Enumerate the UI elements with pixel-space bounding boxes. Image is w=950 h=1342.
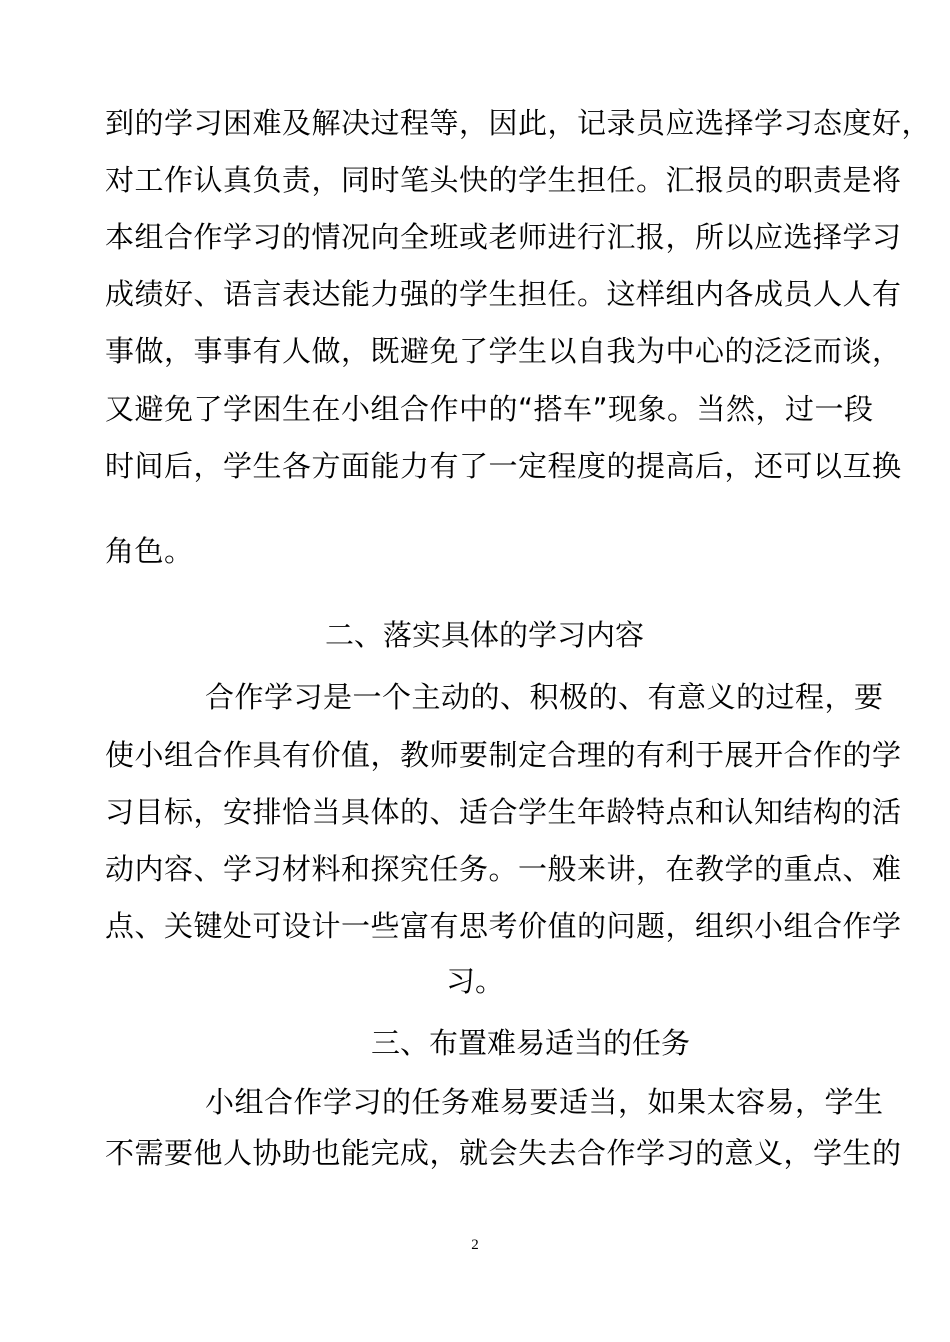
paragraph-line: 角色。: [105, 534, 194, 568]
paragraph-line: 动内容、学习材料和探究任务。一般来讲，在教学的重点、难: [105, 852, 902, 886]
paragraph-line: 对工作认真负责，同时笔头快的学生担任。汇报员的职责是将: [105, 163, 902, 197]
paragraph-line: 到的学习困难及解决过程等，因此，记录员应选择学习态度好，: [105, 106, 932, 140]
paragraph-line: 小组合作学习的任务难易要适当，如果太容易，学生: [205, 1085, 884, 1119]
page-number: 2: [471, 1237, 479, 1253]
paragraph-line: 时间后，学生各方面能力有了一定程度的提高后，还可以互换: [105, 449, 902, 483]
section-heading-3: 三、布置难易适当的任务: [371, 1026, 691, 1060]
paragraph-line: 成绩好、语言表达能力强的学生担任。这样组内各成员人人有: [105, 277, 902, 311]
paragraph-line: 使小组合作具有价值，教师要制定合理的有利于展开合作的学: [105, 738, 902, 772]
paragraph-line: 事做，事事有人做，既避免了学生以自我为中心的泛泛而谈，: [105, 334, 902, 368]
paragraph-line: 点、关键处可设计一些富有思考价值的问题，组织小组合作学: [105, 909, 902, 943]
paragraph-line: 本组合作学习的情况向全班或老师进行汇报，所以应选择学习: [105, 220, 902, 254]
paragraph-line: 习目标，安排恰当具体的、适合学生年龄特点和认知结构的活: [105, 795, 902, 829]
section-heading-2: 二、落实具体的学习内容: [325, 618, 645, 652]
paragraph-line: 合作学习是一个主动的、积极的、有意义的过程，要: [205, 680, 884, 714]
paragraph-line: 又避免了学困生在小组合作中的“搭车”现象。当然，过一段: [105, 392, 874, 426]
paragraph-line: 习。: [445, 964, 504, 998]
paragraph-line: 不需要他人协助也能完成，就会失去合作学习的意义，学生的: [105, 1136, 902, 1170]
